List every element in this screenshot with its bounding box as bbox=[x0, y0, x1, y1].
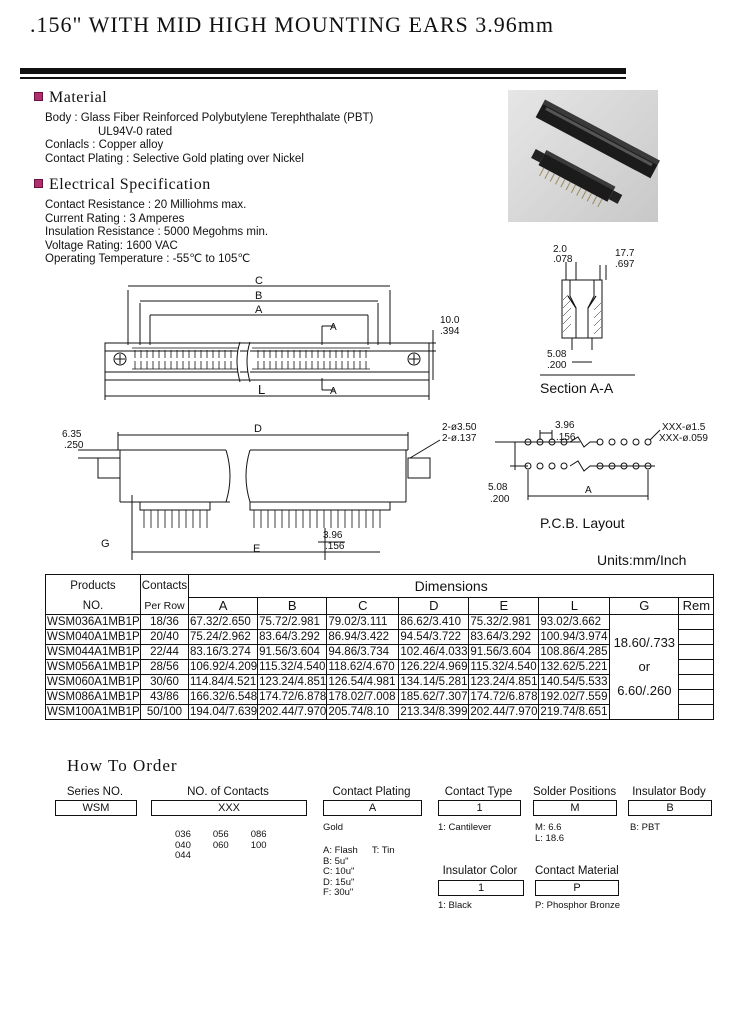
cell-contacts: 20/40 bbox=[141, 630, 189, 645]
cell-product: WSM056A1MB1P bbox=[47, 661, 140, 673]
type-box: 1 bbox=[438, 800, 521, 816]
body-box: B bbox=[628, 800, 712, 816]
electrical-heading-text: Electrical Specification bbox=[49, 176, 211, 193]
units-label: Units:mm/Inch bbox=[597, 552, 687, 568]
dim-height-mm: 10.0 bbox=[440, 315, 460, 326]
contacts-opt: 040 bbox=[175, 839, 191, 851]
contacts-box: XXX bbox=[151, 800, 307, 816]
material-line: UL94V-0 rated bbox=[98, 125, 173, 138]
body-note: B: PBT bbox=[630, 822, 661, 833]
top-view bbox=[105, 286, 436, 400]
electrical-lines bbox=[45, 199, 268, 267]
col-rem: Rem bbox=[679, 597, 714, 615]
color-note: 1: Black bbox=[438, 900, 472, 911]
series-box: WSM bbox=[55, 800, 137, 816]
cell-l: 93.02/3.662 bbox=[539, 615, 610, 630]
g-value-2: or bbox=[638, 659, 651, 674]
contacts-options bbox=[175, 830, 267, 862]
col-d: D bbox=[399, 597, 469, 615]
contacts-opt: 100 bbox=[250, 839, 267, 851]
color-label: Insulator Color bbox=[442, 865, 518, 877]
material-line: Conlacls : Copper alloy bbox=[45, 139, 164, 152]
cell-d: 102.46/4.033 bbox=[400, 646, 468, 658]
side-view-pins bbox=[144, 510, 380, 528]
contacts-opt: 044 bbox=[175, 850, 191, 861]
header-products: Products bbox=[46, 575, 141, 598]
header-contacts: Contacts bbox=[141, 575, 189, 598]
material-order-note: P: Phosphor Bronze bbox=[535, 900, 621, 911]
solder-box: M bbox=[533, 800, 617, 816]
cell-c: 178.02/7.008 bbox=[327, 690, 399, 705]
contacts-label: NO. of Contacts bbox=[187, 786, 269, 798]
cell-d: 86.62/3.410 bbox=[399, 615, 469, 630]
cell-product: WSM086A1MB1P bbox=[47, 691, 140, 703]
type-label: Contact Type bbox=[444, 786, 513, 798]
electrical-line: Insulation Resistance : 5000 Megohms min. bbox=[45, 226, 269, 239]
connector-photo-art bbox=[508, 90, 658, 222]
cell-l: 100.94/3.974 bbox=[539, 630, 610, 645]
connector-photo bbox=[508, 90, 658, 222]
dim-d-label: D bbox=[254, 423, 262, 435]
cell-e: 91.56/3.604 bbox=[469, 645, 539, 660]
cell-c: 118.62/4.670 bbox=[327, 660, 399, 675]
material-order-label: Contact Material bbox=[535, 865, 619, 877]
plating-opt: C: 10u" bbox=[323, 866, 355, 877]
dim-a-label: A bbox=[255, 304, 263, 316]
plating-opt: T: Tin bbox=[371, 845, 395, 856]
section-label: Section A-A bbox=[540, 380, 614, 396]
cell-c: 86.94/3.422 bbox=[327, 630, 399, 645]
cell-rem bbox=[679, 630, 714, 645]
cell-product: WSM100A1MB1P bbox=[47, 706, 140, 718]
cell-d: 185.62/7.307 bbox=[400, 691, 468, 703]
sec-dim1-mm: 2.0 bbox=[553, 244, 567, 255]
sec-dim3-in: .200 bbox=[547, 360, 567, 371]
dim-l-label: L bbox=[258, 382, 266, 397]
cell-g bbox=[610, 615, 679, 720]
hole-dim-mm: 2-ø3.50 bbox=[442, 422, 477, 433]
col-g: G bbox=[610, 597, 679, 615]
cell-rem bbox=[679, 645, 714, 660]
sec-dim1-in: .078 bbox=[553, 254, 573, 265]
electrical-heading bbox=[34, 176, 211, 194]
cell-product: WSM044A1MB1P bbox=[47, 646, 140, 658]
sec-dim3-mm: 5.08 bbox=[547, 349, 567, 360]
cell-d: 213.34/8.399 bbox=[400, 706, 468, 718]
cell-d: 134.14/5.281 bbox=[400, 676, 468, 688]
type-note: 1: Cantilever bbox=[438, 822, 492, 833]
cell-a: 67.32/2.650 bbox=[189, 615, 258, 630]
dim-b-label: B bbox=[255, 290, 263, 302]
side-view bbox=[78, 432, 440, 560]
col-b: B bbox=[258, 597, 327, 615]
cell-contacts: 18/36 bbox=[141, 615, 189, 630]
electrical-line: Operating Temperature : -55℃ to 105℃ bbox=[45, 253, 251, 266]
hole-dim-in: 2-ø.137 bbox=[442, 433, 477, 444]
cell-product: WSM060A1MB1P bbox=[47, 676, 140, 688]
cell-b: 202.44/7.970 bbox=[259, 706, 327, 718]
cell-a: 114.84/4.521 bbox=[190, 676, 257, 688]
cell-l: 108.86/4.285 bbox=[539, 645, 610, 660]
cell-c: 94.86/3.734 bbox=[327, 645, 399, 660]
cell-rem bbox=[679, 660, 714, 675]
cell-b: 75.72/2.981 bbox=[258, 615, 327, 630]
cell-a: 106.92/4.209 bbox=[190, 661, 258, 673]
header-perrow: Per Row bbox=[141, 597, 189, 615]
cell-d: 126.22/4.969 bbox=[400, 661, 468, 673]
solder-note: M: 6.6 bbox=[535, 822, 562, 833]
g-value-1: 18.60/.733 bbox=[613, 635, 676, 650]
cell-rem bbox=[679, 615, 714, 630]
cell-product: WSM036A1MB1P bbox=[47, 616, 140, 628]
pitch-dim-in: .156 bbox=[325, 541, 345, 552]
dimensions-table bbox=[45, 574, 714, 720]
section-arrow-top: A bbox=[330, 322, 337, 333]
plating-opt: B: 5u" bbox=[323, 855, 349, 867]
cell-l: 192.02/7.559 bbox=[539, 690, 610, 705]
section-arrow-bottom: A bbox=[330, 386, 337, 397]
col-a: A bbox=[189, 597, 258, 615]
side-height-mm: 6.35 bbox=[62, 429, 82, 440]
body-label: Insulator Body bbox=[632, 786, 706, 798]
solder-note: L: 18.6 bbox=[535, 832, 565, 844]
plating-label: Contact Plating bbox=[332, 786, 411, 798]
cell-contacts: 50/100 bbox=[141, 705, 189, 720]
contacts-opt: 036 bbox=[175, 829, 191, 840]
pitch-dim-mm: 3.96 bbox=[323, 530, 343, 541]
cell-product: WSM040A1MB1P bbox=[47, 631, 140, 643]
cell-e: 75.32/2.981 bbox=[469, 615, 539, 630]
cell-e: 123.24/4.851 bbox=[470, 676, 538, 688]
header-no: NO. bbox=[46, 597, 141, 615]
cell-l: 140.54/5.533 bbox=[539, 675, 610, 690]
header-dimensions: Dimensions bbox=[189, 575, 714, 598]
cell-b: 123.24/4.851 bbox=[259, 676, 327, 688]
pcb-row-mm: 5.08 bbox=[488, 482, 508, 493]
cell-rem bbox=[679, 675, 714, 690]
table-header-row bbox=[46, 575, 714, 598]
dim-height-in: .394 bbox=[440, 326, 460, 337]
material-heading-text: Material bbox=[49, 89, 108, 106]
material-line: Contact Plating : Selective Gold plating over Nickel bbox=[45, 152, 304, 165]
cell-c: 126.54/4.981 bbox=[327, 675, 399, 690]
sec-dim2-mm: 17.7 bbox=[615, 248, 635, 259]
cell-e: 202.44/7.970 bbox=[470, 706, 538, 718]
g-value-3: 6.60/.260 bbox=[617, 683, 672, 698]
pcb-hole-in: XXX-ø.059 bbox=[659, 433, 708, 444]
cell-e: 83.64/3.292 bbox=[469, 630, 539, 645]
pcb-dim-a: A bbox=[585, 485, 592, 496]
cell-a: 75.24/2.962 bbox=[189, 630, 258, 645]
electrical-line: Contact Resistance : 20 Milliohms max. bbox=[45, 199, 247, 211]
cell-b: 174.72/6.878 bbox=[259, 691, 327, 703]
title-rule-thin bbox=[20, 77, 626, 79]
sec-dim2-in: .697 bbox=[615, 259, 635, 270]
plating-note: Gold bbox=[323, 822, 344, 833]
material-heading bbox=[34, 89, 107, 107]
cell-e: 115.32/4.540 bbox=[469, 660, 539, 675]
bullet-icon bbox=[34, 179, 43, 188]
cell-a: 194.04/7.639 bbox=[190, 706, 258, 718]
pcb-hole-mm: XXX-ø1.5 bbox=[662, 422, 706, 433]
cell-d: 94.54/3.722 bbox=[399, 630, 469, 645]
pcb-pitch-mm: 3.96 bbox=[555, 420, 575, 431]
dim-c-label: C bbox=[255, 275, 263, 287]
pcb-pitch-in: .156 bbox=[556, 432, 576, 443]
cell-contacts: 30/60 bbox=[141, 675, 189, 690]
col-c: C bbox=[327, 597, 399, 615]
cell-b: 91.56/3.604 bbox=[258, 645, 327, 660]
cell-c: 79.02/3.111 bbox=[327, 615, 399, 630]
title-rule bbox=[20, 68, 626, 74]
how-to-order-heading: How To Order bbox=[67, 756, 178, 775]
cell-contacts: 43/86 bbox=[141, 690, 189, 705]
material-order-box: P bbox=[535, 880, 619, 896]
electrical-line: Current Rating : 3 Amperes bbox=[45, 212, 185, 225]
contacts-opt: 060 bbox=[212, 839, 229, 851]
cell-rem bbox=[679, 690, 714, 705]
pcb-layout bbox=[495, 430, 660, 500]
contacts-opt: 086 bbox=[250, 829, 267, 840]
col-l: L bbox=[539, 597, 610, 615]
dim-g-label: G bbox=[101, 538, 110, 550]
cell-a: 166.32/6.548 bbox=[190, 691, 258, 703]
plating-options bbox=[323, 846, 395, 899]
pcb-row-in: .200 bbox=[490, 494, 510, 505]
page-title: .156" WITH MID HIGH MOUNTING EARS 3.96mm bbox=[30, 12, 554, 37]
plating-box: A bbox=[323, 800, 422, 816]
pcb-label: P.C.B. Layout bbox=[540, 515, 625, 531]
side-height-in: .250 bbox=[64, 440, 84, 451]
cell-rem bbox=[679, 705, 714, 720]
plating-opt: D: 15u" bbox=[323, 876, 355, 888]
cell-e: 174.72/6.878 bbox=[470, 691, 538, 703]
solder-notes bbox=[535, 823, 564, 844]
electrical-line: Voltage Rating: 1600 VAC bbox=[45, 239, 178, 252]
table-row bbox=[46, 615, 714, 630]
cell-contacts: 28/56 bbox=[141, 660, 189, 675]
cell-b: 115.32/4.540 bbox=[259, 661, 326, 673]
material-lines bbox=[45, 112, 373, 166]
bullet-icon bbox=[34, 92, 43, 101]
cell-b: 83.64/3.292 bbox=[258, 630, 327, 645]
col-e: E bbox=[469, 597, 539, 615]
series-label: Series NO. bbox=[66, 786, 124, 798]
plating-opt: A: Flash bbox=[323, 845, 358, 856]
color-box: 1 bbox=[438, 880, 524, 896]
cell-c: 205.74/8.10 bbox=[327, 705, 399, 720]
dim-e-label: E bbox=[253, 543, 261, 555]
cell-l: 219.74/8.651 bbox=[539, 705, 610, 720]
table-subheader-row bbox=[46, 597, 714, 615]
solder-label: Solder Positions bbox=[533, 786, 617, 798]
plating-opt: F: 30u" bbox=[323, 887, 354, 898]
contacts-opt: 056 bbox=[212, 829, 229, 840]
material-line: Body : Glass Fiber Reinforced Polybutylene Terephthalate (PBT) bbox=[45, 112, 374, 124]
cell-a: 83.16/3.274 bbox=[189, 645, 258, 660]
cell-contacts: 22/44 bbox=[141, 645, 189, 660]
cell-l: 132.62/5.221 bbox=[539, 660, 610, 675]
